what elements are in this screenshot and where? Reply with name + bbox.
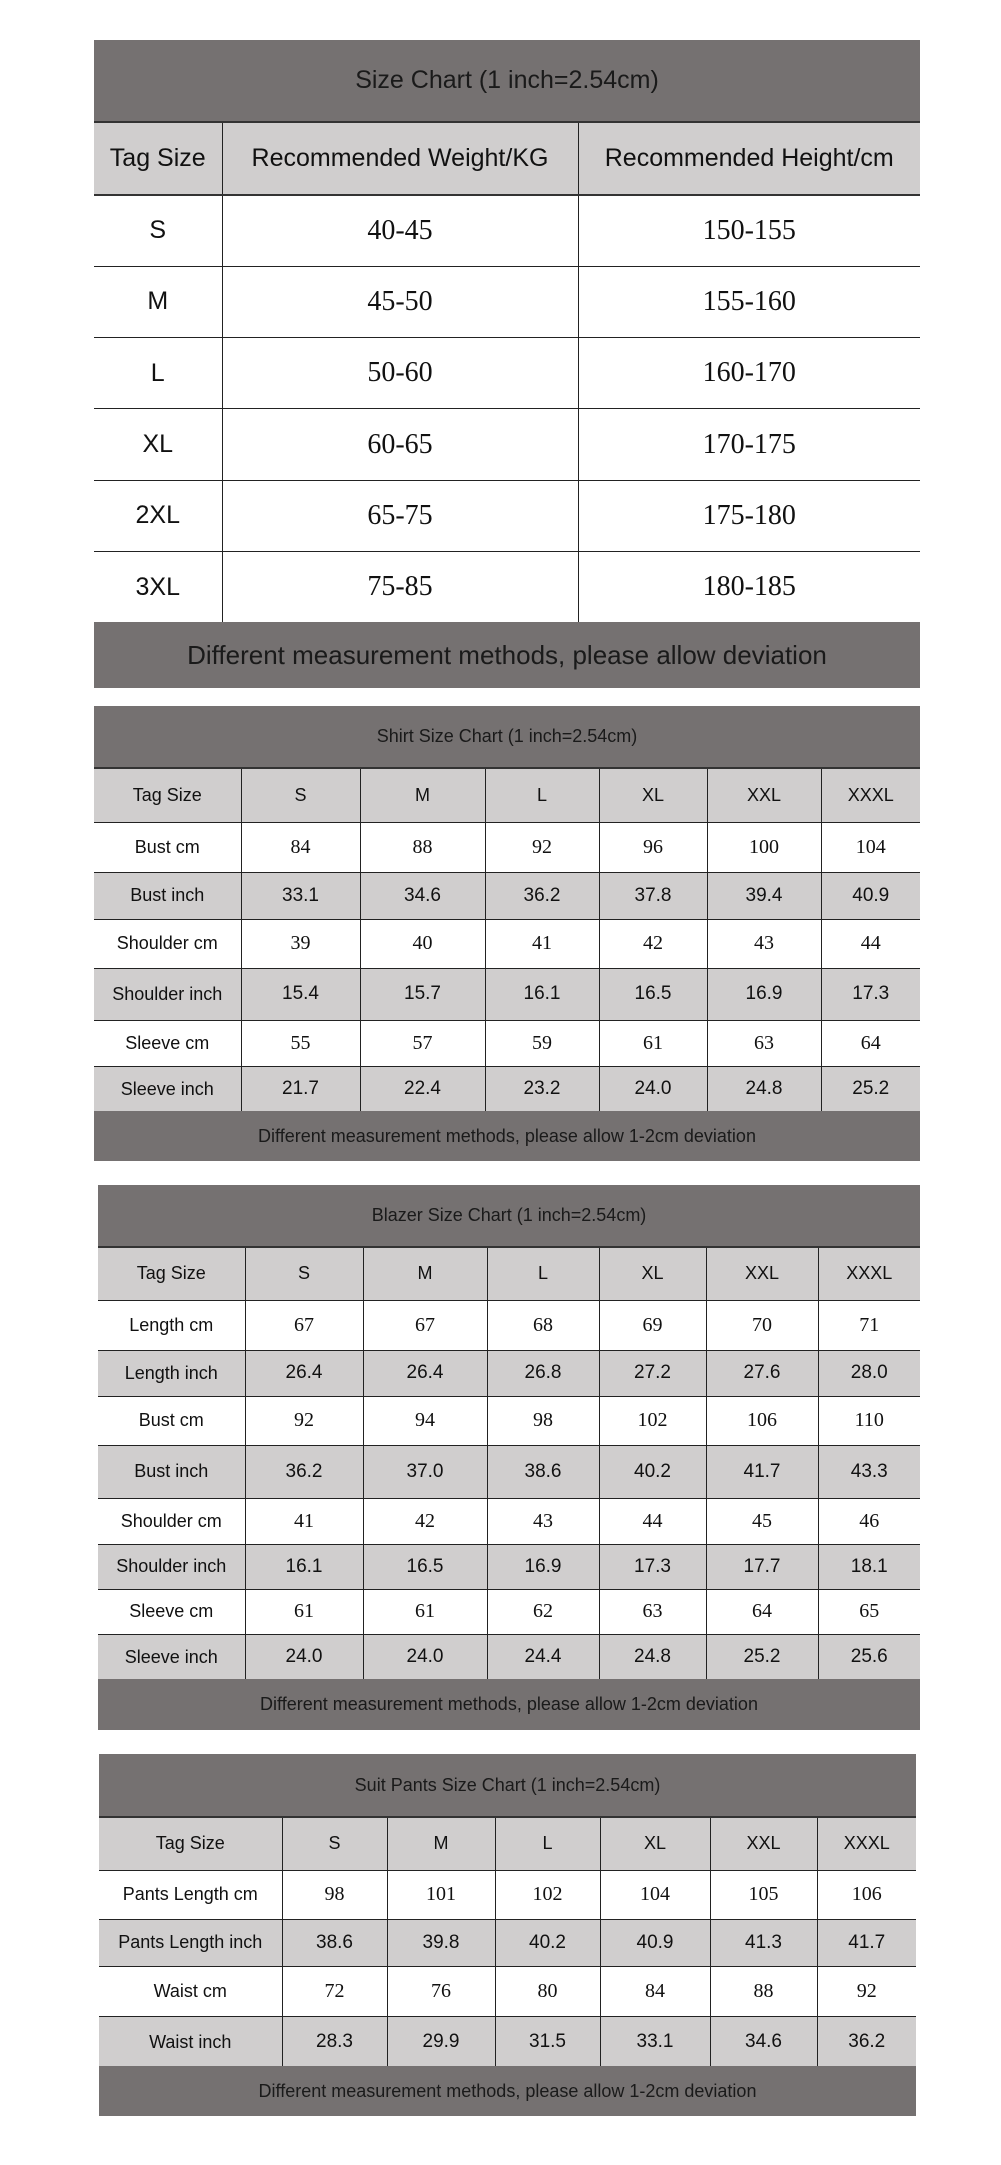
value-cell: 59 (485, 1020, 599, 1066)
row-label: Length cm (98, 1300, 245, 1350)
table-row (98, 1589, 920, 1634)
row-label: Sleeve cm (98, 1589, 245, 1634)
height-cell: 170-175 (578, 409, 920, 480)
height-cell: 150-155 (578, 195, 920, 266)
value-cell: 43.3 (818, 1445, 920, 1498)
value-cell: 110 (818, 1396, 920, 1445)
value-cell: 84 (241, 822, 360, 872)
header-cell: XL (599, 768, 707, 822)
weight-cell: 65-75 (222, 480, 578, 551)
table-row (98, 1634, 920, 1680)
value-cell: 102 (599, 1396, 706, 1445)
row-label: Pants Length cm (99, 1870, 282, 1919)
value-cell: 15.4 (241, 968, 360, 1020)
value-cell: 36.2 (817, 2016, 916, 2068)
general-size-table (94, 121, 920, 196)
height-cell: 160-170 (578, 338, 920, 409)
value-cell: 70 (706, 1300, 818, 1350)
header-cell: XL (599, 1247, 706, 1300)
row-label: Shoulder inch (94, 968, 241, 1020)
value-cell: 22.4 (360, 1066, 485, 1112)
size-label: S (94, 195, 222, 266)
value-cell: 41.3 (710, 1919, 817, 1966)
size-label: 3XL (94, 551, 222, 622)
value-cell: 40.9 (821, 872, 920, 919)
value-cell: 67 (245, 1300, 363, 1350)
deviation-note: Different measurement methods, please allow 1-2cm deviation (99, 2066, 916, 2116)
value-cell: 40 (360, 919, 485, 968)
table-row (99, 2016, 916, 2068)
table-row (98, 1445, 920, 1498)
value-cell: 42 (363, 1498, 487, 1544)
row-label: Sleeve inch (94, 1066, 241, 1112)
value-cell: 24.0 (599, 1066, 707, 1112)
value-cell: 25.2 (706, 1634, 818, 1680)
general-size-body (94, 194, 920, 623)
value-cell: 16.9 (707, 968, 821, 1020)
table-row (98, 1350, 920, 1396)
value-cell: 29.9 (387, 2016, 495, 2068)
row-label: Shoulder cm (94, 919, 241, 968)
table-row (94, 822, 920, 872)
header-row (94, 768, 920, 822)
value-cell: 34.6 (360, 872, 485, 919)
value-cell: 92 (485, 822, 599, 872)
value-cell: 41 (485, 919, 599, 968)
header-cell: M (363, 1247, 487, 1300)
value-cell: 106 (706, 1396, 818, 1445)
value-cell: 68 (487, 1300, 599, 1350)
value-cell: 104 (600, 1870, 710, 1919)
value-cell: 16.5 (599, 968, 707, 1020)
value-cell: 106 (817, 1870, 916, 1919)
value-cell: 18.1 (818, 1544, 920, 1589)
deviation-note: Different measurement methods, please allow deviation (94, 622, 920, 688)
header-row (99, 1817, 916, 1870)
value-cell: 65 (818, 1589, 920, 1634)
value-cell: 71 (818, 1300, 920, 1350)
weight-cell: 40-45 (222, 195, 578, 266)
value-cell: 24.0 (245, 1634, 363, 1680)
value-cell: 38.6 (282, 1919, 387, 1966)
value-cell: 61 (245, 1589, 363, 1634)
value-cell: 37.0 (363, 1445, 487, 1498)
size-label: 2XL (94, 480, 222, 551)
value-cell: 98 (487, 1396, 599, 1445)
value-cell: 67 (363, 1300, 487, 1350)
row-label: Pants Length inch (99, 1919, 282, 1966)
table-row (98, 1300, 920, 1350)
table-row (94, 1020, 920, 1066)
height-cell: 175-180 (578, 480, 920, 551)
value-cell: 31.5 (495, 2016, 600, 2068)
table-row (94, 968, 920, 1020)
table-row (98, 1498, 920, 1544)
value-cell: 96 (599, 822, 707, 872)
table-row (94, 551, 920, 622)
table-row (99, 1919, 916, 1966)
header-cell: L (495, 1817, 600, 1870)
table-row (94, 338, 920, 409)
row-label: Bust cm (98, 1396, 245, 1445)
weight-cell: 60-65 (222, 409, 578, 480)
value-cell: 88 (360, 822, 485, 872)
header-cell: Tag Size (94, 122, 222, 195)
chart-title: Suit Pants Size Chart (1 inch=2.54cm) (99, 1754, 916, 1816)
value-cell: 44 (599, 1498, 706, 1544)
header-cell: XXXL (821, 768, 920, 822)
row-label: Shoulder cm (98, 1498, 245, 1544)
table-row (98, 1396, 920, 1445)
size-label: M (94, 266, 222, 337)
value-cell: 45 (706, 1498, 818, 1544)
value-cell: 46 (818, 1498, 920, 1544)
deviation-note: Different measurement methods, please allow 1-2cm deviation (98, 1679, 920, 1730)
value-cell: 94 (363, 1396, 487, 1445)
row-label: Bust cm (94, 822, 241, 872)
header-cell: XL (600, 1817, 710, 1870)
table-row (94, 480, 920, 551)
value-cell: 41.7 (706, 1445, 818, 1498)
size-label: L (94, 338, 222, 409)
weight-cell: 50-60 (222, 338, 578, 409)
size-label: XL (94, 409, 222, 480)
value-cell: 40.2 (495, 1919, 600, 1966)
value-cell: 16.1 (485, 968, 599, 1020)
value-cell: 44 (821, 919, 920, 968)
header-cell: XXXL (817, 1817, 916, 1870)
header-cell: Recommended Weight/KG (222, 122, 578, 195)
height-cell: 155-160 (578, 266, 920, 337)
value-cell: 80 (495, 1966, 600, 2016)
value-cell: 21.7 (241, 1066, 360, 1112)
value-cell: 26.8 (487, 1350, 599, 1396)
value-cell: 62 (487, 1589, 599, 1634)
table-row (98, 1544, 920, 1589)
row-label: Sleeve inch (98, 1634, 245, 1680)
header-cell: Tag Size (98, 1247, 245, 1300)
value-cell: 33.1 (600, 2016, 710, 2068)
header-cell: L (487, 1247, 599, 1300)
value-cell: 24.4 (487, 1634, 599, 1680)
header-cell: S (241, 768, 360, 822)
chart-title: Size Chart (1 inch=2.54cm) (94, 40, 920, 121)
value-cell: 101 (387, 1870, 495, 1919)
value-cell: 84 (600, 1966, 710, 2016)
value-cell: 16.1 (245, 1544, 363, 1589)
row-label: Bust inch (98, 1445, 245, 1498)
table-row (94, 409, 920, 480)
value-cell: 39.8 (387, 1919, 495, 1966)
value-cell: 25.2 (821, 1066, 920, 1112)
value-cell: 24.8 (707, 1066, 821, 1112)
table-row (99, 1966, 916, 2016)
row-label: Waist inch (99, 2016, 282, 2068)
value-cell: 36.2 (485, 872, 599, 919)
value-cell: 43 (487, 1498, 599, 1544)
deviation-note: Different measurement methods, please allow 1-2cm deviation (94, 1111, 920, 1161)
shirt-size-table (94, 767, 920, 1113)
table-row (94, 919, 920, 968)
value-cell: 24.0 (363, 1634, 487, 1680)
header-row (98, 1247, 920, 1300)
value-cell: 36.2 (245, 1445, 363, 1498)
value-cell: 40.9 (600, 1919, 710, 1966)
value-cell: 33.1 (241, 872, 360, 919)
row-label: Shoulder inch (98, 1544, 245, 1589)
value-cell: 63 (707, 1020, 821, 1066)
weight-cell: 45-50 (222, 266, 578, 337)
value-cell: 43 (707, 919, 821, 968)
weight-cell: 75-85 (222, 551, 578, 622)
value-cell: 92 (245, 1396, 363, 1445)
table-row (94, 195, 920, 266)
value-cell: 102 (495, 1870, 600, 1919)
value-cell: 27.2 (599, 1350, 706, 1396)
header-cell: XXXL (818, 1247, 920, 1300)
blazer-size-table (98, 1246, 920, 1681)
value-cell: 16.5 (363, 1544, 487, 1589)
chart-title: Shirt Size Chart (1 inch=2.54cm) (94, 706, 920, 767)
header-cell: L (485, 768, 599, 822)
value-cell: 104 (821, 822, 920, 872)
value-cell: 98 (282, 1870, 387, 1919)
value-cell: 27.6 (706, 1350, 818, 1396)
height-cell: 180-185 (578, 551, 920, 622)
header-cell: Tag Size (94, 768, 241, 822)
value-cell: 69 (599, 1300, 706, 1350)
value-cell: 55 (241, 1020, 360, 1066)
value-cell: 61 (363, 1589, 487, 1634)
row-label: Waist cm (99, 1966, 282, 2016)
header-cell: M (387, 1817, 495, 1870)
table-row (94, 1066, 920, 1112)
value-cell: 23.2 (485, 1066, 599, 1112)
value-cell: 26.4 (245, 1350, 363, 1396)
value-cell: 25.6 (818, 1634, 920, 1680)
value-cell: 26.4 (363, 1350, 487, 1396)
value-cell: 17.7 (706, 1544, 818, 1589)
header-cell: XXL (707, 768, 821, 822)
value-cell: 61 (599, 1020, 707, 1066)
value-cell: 92 (817, 1966, 916, 2016)
value-cell: 40.2 (599, 1445, 706, 1498)
value-cell: 42 (599, 919, 707, 968)
value-cell: 64 (821, 1020, 920, 1066)
value-cell: 34.6 (710, 2016, 817, 2068)
table-row (94, 266, 920, 337)
value-cell: 76 (387, 1966, 495, 2016)
header-cell: XXL (710, 1817, 817, 1870)
chart-title: Blazer Size Chart (1 inch=2.54cm) (98, 1185, 920, 1246)
value-cell: 41 (245, 1498, 363, 1544)
header-cell: Recommended Height/cm (578, 122, 920, 195)
table-row (99, 1870, 916, 1919)
value-cell: 105 (710, 1870, 817, 1919)
value-cell: 17.3 (599, 1544, 706, 1589)
header-cell: S (245, 1247, 363, 1300)
value-cell: 15.7 (360, 968, 485, 1020)
row-label: Bust inch (94, 872, 241, 919)
header-cell: S (282, 1817, 387, 1870)
value-cell: 28.0 (818, 1350, 920, 1396)
value-cell: 57 (360, 1020, 485, 1066)
value-cell: 72 (282, 1966, 387, 2016)
value-cell: 39 (241, 919, 360, 968)
row-label: Sleeve cm (94, 1020, 241, 1066)
header-cell: XXL (706, 1247, 818, 1300)
value-cell: 16.9 (487, 1544, 599, 1589)
value-cell: 64 (706, 1589, 818, 1634)
header-row (94, 122, 920, 195)
value-cell: 63 (599, 1589, 706, 1634)
header-cell: Tag Size (99, 1817, 282, 1870)
value-cell: 24.8 (599, 1634, 706, 1680)
value-cell: 17.3 (821, 968, 920, 1020)
value-cell: 88 (710, 1966, 817, 2016)
row-label: Length inch (98, 1350, 245, 1396)
pants-size-table (99, 1816, 916, 2069)
value-cell: 39.4 (707, 872, 821, 919)
value-cell: 37.8 (599, 872, 707, 919)
value-cell: 100 (707, 822, 821, 872)
value-cell: 38.6 (487, 1445, 599, 1498)
value-cell: 28.3 (282, 2016, 387, 2068)
table-row (94, 872, 920, 919)
value-cell: 41.7 (817, 1919, 916, 1966)
header-cell: M (360, 768, 485, 822)
